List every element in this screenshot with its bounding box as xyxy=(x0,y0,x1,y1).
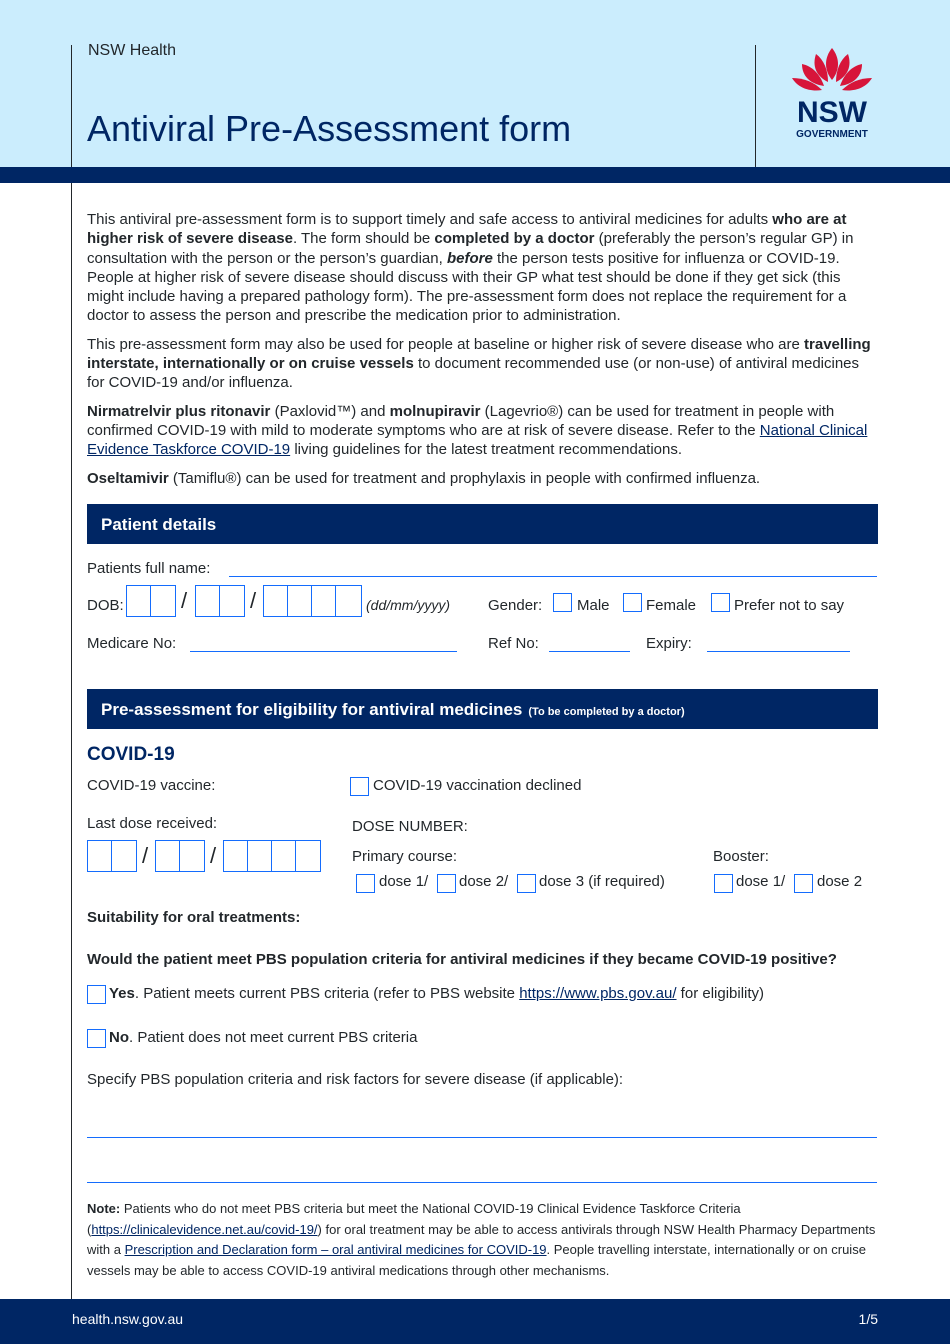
vaccination-declined-label: COVID-19 vaccination declined xyxy=(373,777,582,794)
specify-criteria-line-1[interactable] xyxy=(87,1137,877,1138)
clinical-evidence-link[interactable]: https://clinicalevidence.net.au/covid-19/ xyxy=(91,1221,318,1237)
booster-dose-2-checkbox[interactable] xyxy=(794,874,813,893)
pbs-no-label: No. Patient does not meet current PBS criteria xyxy=(109,1029,418,1046)
organisation-name: NSW Health xyxy=(88,42,177,59)
booster-dose-1-checkbox[interactable] xyxy=(714,874,733,893)
page-header xyxy=(0,0,950,167)
dob-year-boxes[interactable] xyxy=(263,585,362,617)
gender-female-label: Female xyxy=(646,597,697,614)
gender-male-checkbox[interactable] xyxy=(553,593,572,612)
gender-prefer-not-label: Prefer not to say xyxy=(734,597,845,614)
page-title: Antiviral Pre-Assessment form xyxy=(87,108,572,149)
last-dose-day-boxes[interactable] xyxy=(87,840,137,872)
left-margin-rule xyxy=(71,183,72,1299)
prescription-form-link[interactable]: Prescription and Declaration form – oral antiviral medicines for COVID-19 xyxy=(124,1242,547,1257)
primary-dose-2-label: dose 2/ xyxy=(459,873,509,890)
intro-paragraph-3: Nirmatrelvir plus ritonavir (Paxlovid™) and molnupiravir (Lagevrio®) can be used for treatment in people with confirmed COVID-19 with mild to moderate symptoms who are at risk of severe disease. Refer to the National Clinical Evidence Taskforce COVID-19 living guidelines for the latest treatment recommendations. xyxy=(87,402,868,459)
medicare-field[interactable] xyxy=(190,651,457,652)
covid-vaccine-label: COVID-19 vaccine: xyxy=(87,777,216,794)
header-band xyxy=(0,167,950,183)
expiry-label: Expiry: xyxy=(646,635,692,652)
primary-dose-3-checkbox[interactable] xyxy=(517,874,536,893)
date-separator: / xyxy=(142,843,149,868)
last-dose-month-boxes[interactable] xyxy=(155,840,205,872)
intro-paragraph-2: This pre-assessment form may also be used for people at baseline or higher risk of severe disease who are travelling interstate, internationally or on cruise vessels to document recommended use (or non-use) of antiviral medicines for COVID-19 and/or influenza. xyxy=(87,335,871,392)
full-name-field[interactable] xyxy=(229,576,877,577)
date-separator: / xyxy=(181,588,188,613)
pbs-yes-label: Yes. Patient meets current PBS criteria (refer to PBS website https://www.pbs.gov.au/ for eligibility) xyxy=(109,985,765,1002)
pre-assessment-header: Pre-assessment for eligibility for antiviral medicines (To be completed by a doctor) xyxy=(87,689,878,729)
primary-course-label: Primary course: xyxy=(352,848,458,865)
footer-url: health.nsw.gov.au xyxy=(72,1311,184,1327)
logo-wordmark: NSW xyxy=(797,96,867,129)
intro-paragraph-1: This antiviral pre-assessment form is to support timely and safe access to antiviral medicines for adults who are at higher risk of severe disease. The form should be completed by a doctor (preferably the person’s regular GP) in consultation with the person or the person’s guardian, before the person tests positive for influenza or COVID-19. People at higher risk of severe disease should discuss with their GP what test should be done if they get sick (this might include having a prepared pathology form). The pre-assessment form does not replace the requirement for a doctor to assess the person and prescribe the medication prior to administration. xyxy=(87,211,854,325)
date-separator: / xyxy=(250,588,257,613)
gender-female-checkbox[interactable] xyxy=(623,593,642,612)
booster-dose-1-label: dose 1/ xyxy=(736,873,786,890)
dob-format-hint: (dd/mm/yyyy) xyxy=(366,597,450,613)
gender-label: Gender: xyxy=(488,597,543,614)
header-divider-left xyxy=(71,45,72,167)
date-separator: / xyxy=(210,843,217,868)
page-footer xyxy=(0,1299,950,1344)
ref-no-field[interactable] xyxy=(549,651,630,652)
primary-dose-2-checkbox[interactable] xyxy=(437,874,456,893)
intro-text xyxy=(87,210,872,497)
header-divider-right xyxy=(755,45,756,167)
gender-prefer-not-checkbox[interactable] xyxy=(711,593,730,612)
primary-dose-3-label: dose 3 (if required) xyxy=(539,873,665,890)
covid-heading: COVID-19 xyxy=(87,744,175,765)
primary-dose-1-checkbox[interactable] xyxy=(356,874,375,893)
booster-label: Booster: xyxy=(713,848,769,865)
patient-details-header: Patient details xyxy=(87,504,878,544)
dob-month-boxes[interactable] xyxy=(195,585,245,617)
specify-criteria-line-2[interactable] xyxy=(87,1182,877,1183)
vaccination-declined-checkbox[interactable] xyxy=(350,777,369,796)
last-dose-year-boxes[interactable] xyxy=(223,840,321,872)
nsw-waratah-logo xyxy=(786,44,878,144)
taskforce-link[interactable]: National Clinical Evidence Taskforce COVID-19 xyxy=(87,421,868,459)
dose-number-label: DOSE NUMBER: xyxy=(352,818,468,835)
primary-dose-1-label: dose 1/ xyxy=(379,873,429,890)
pbs-website-link[interactable]: https://www.pbs.gov.au/ xyxy=(519,985,677,1002)
specify-criteria-label: Specify PBS population criteria and risk factors for severe disease (if applicable): xyxy=(87,1071,624,1088)
pbs-yes-checkbox[interactable] xyxy=(87,985,106,1004)
pbs-question: Would the patient meet PBS population criteria for antiviral medicines if they became COVID-19 positive? xyxy=(87,951,837,968)
intro-paragraph-4: Oseltamivir (Tamiflu®) can be used for treatment and prophylaxis in people with confirmed influenza. xyxy=(87,469,761,487)
medicare-label: Medicare No: xyxy=(87,635,177,652)
dob-day-boxes[interactable] xyxy=(126,585,176,617)
logo-subtext: GOVERNMENT xyxy=(796,129,868,140)
last-dose-label: Last dose received: xyxy=(87,815,218,832)
full-name-label: Patients full name: xyxy=(87,560,211,577)
pbs-no-checkbox[interactable] xyxy=(87,1029,106,1048)
ref-no-label: Ref No: xyxy=(488,635,539,652)
note-text: Note: Patients who do not meet PBS criteria but meet the National COVID-19 Clinical Evidence Taskforce Criteria (https://clinicalevidence.net.au/covid-19/) for oral treatment may be able to access antivirals through NSW Health Pharmacy Departments with a Prescription and Declaration form – oral antiviral medicines for COVID-19. People travelling interstate, internationally or on cruise vessels may be able to access COVID-19 antiviral medications through other mechanisms. xyxy=(87,1201,876,1278)
booster-dose-2-label: dose 2 xyxy=(817,873,863,890)
gender-male-label: Male xyxy=(577,597,610,614)
suitability-label: Suitability for oral treatments: xyxy=(87,909,301,926)
expiry-field[interactable] xyxy=(707,651,850,652)
page-number: 1/5 xyxy=(858,1311,878,1327)
dob-label: DOB: xyxy=(87,597,124,614)
